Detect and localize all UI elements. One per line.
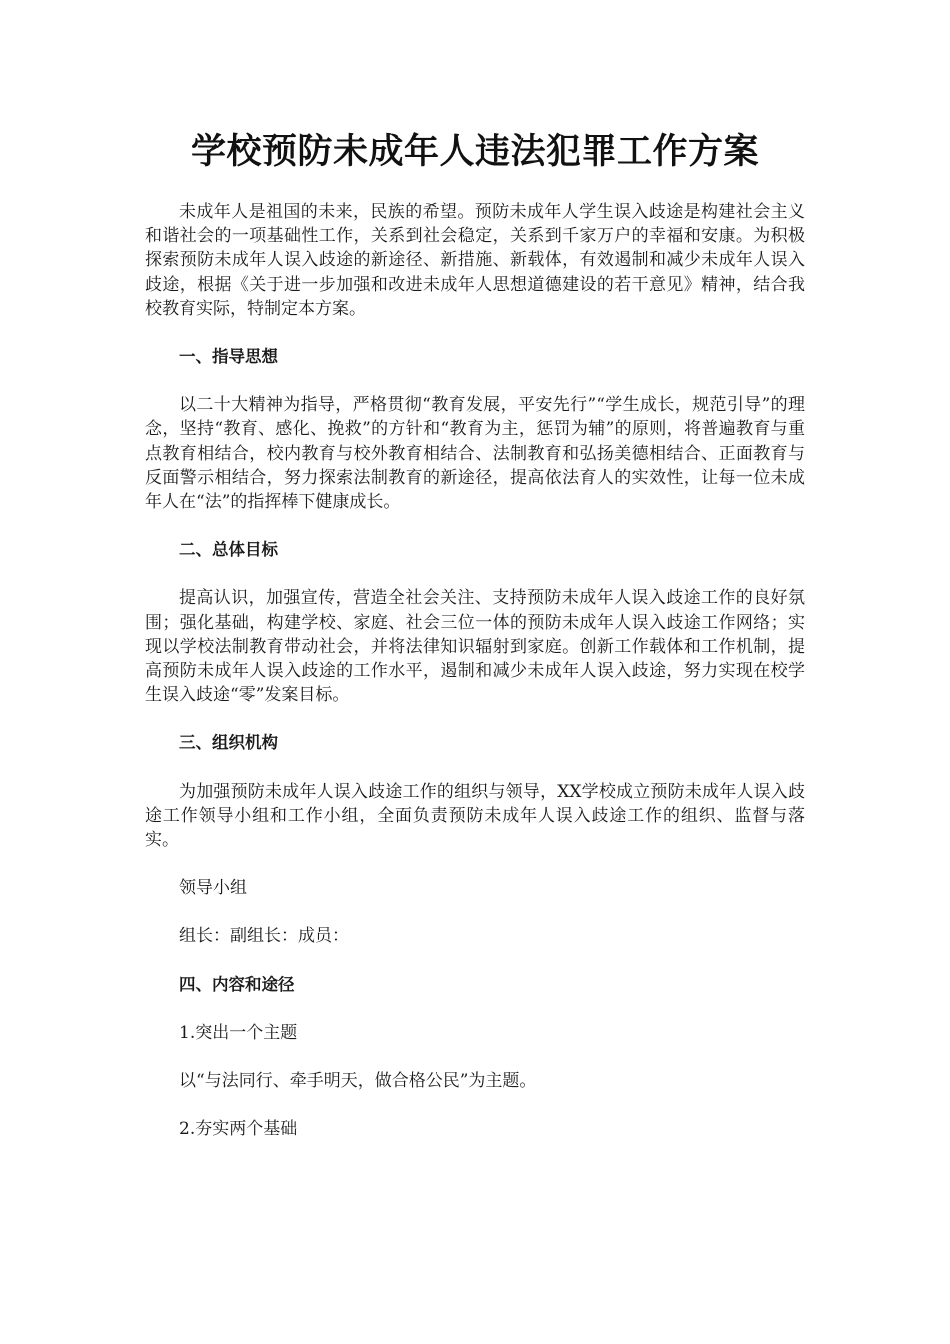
leadership-roles-line: 组长：副组长：成员：: [179, 926, 349, 947]
section-heading-content-approach: 四、内容和途径: [179, 974, 295, 994]
subsection-one-theme: 1.突出一个主题: [179, 1022, 298, 1043]
section-heading-overall-goal: 二、总体目标: [179, 540, 278, 560]
section-heading-guiding-ideology: 一、指导思想: [179, 347, 278, 367]
section-heading-organization: 三、组织机构: [179, 733, 278, 753]
document-title: 学校预防未成年人违法犯罪工作方案: [190, 132, 759, 172]
theme-statement: 以“与法同行、牵手明天，做合格公民”为主题。: [179, 1071, 537, 1092]
leadership-group-label: 领导小组: [179, 878, 247, 899]
document-page: [145, 128, 805, 1141]
section-body-guiding-ideology: 以二十大精神为指导，严格贯彻“教育发展，平安先行”“学生成长，规范引导”的理念，坚持“教育、感化、挽救”的方针和“教育为主，惩罚为辅”的原则，将普遍教育与重点教育相结合，校内教育与校外教育相结合、法制教育和弘扬美德相结合、正面教育与反面警示相结合，努力探索法制教育的新途径，提高依法育人的实效性，让每一位未成年人在“法”的指挥棒下健康成长。: [145, 395, 805, 513]
section-body-organization: 为加强预防未成年人误入歧途工作的组织与领导，XX学校成立预防未成年人误入歧途工作领导小组和工作小组，全面负责预防未成年人误入歧途工作的组织、监督与落实。: [145, 781, 805, 851]
section-body-overall-goal: 提高认识，加强宣传，营造全社会关注、支持预防未成年人误入歧途工作的良好氛围；强化基础，构建学校、家庭、社会三位一体的预防未成年人误入歧途工作网络；实现以学校法制教育带动社会，并将法律知识辐射到家庭。创新工作载体和工作机制，提高预防未成年人误入歧途的工作水平，遏制和减少未成年人误入歧途，努力实现在校学生误入歧途“零”发案目标。: [145, 588, 805, 706]
subsection-two-foundations: 2.夯实两个基础: [179, 1119, 298, 1140]
intro-paragraph: 未成年人是祖国的未来，民族的希望。预防未成年人学生误入歧途是构建社会主义和谐社会的一项基础性工作，关系到社会稳定，关系到千家万户的幸福和安康。为积极探索预防未成年人误入歧途的新途径、新措施、新载体，有效遏制和减少未成年人误入歧途，根据《关于进一步加强和改进未成年人思想道德建设的若干意见》精神，结合我校教育实际，特制定本方案。: [145, 202, 805, 319]
